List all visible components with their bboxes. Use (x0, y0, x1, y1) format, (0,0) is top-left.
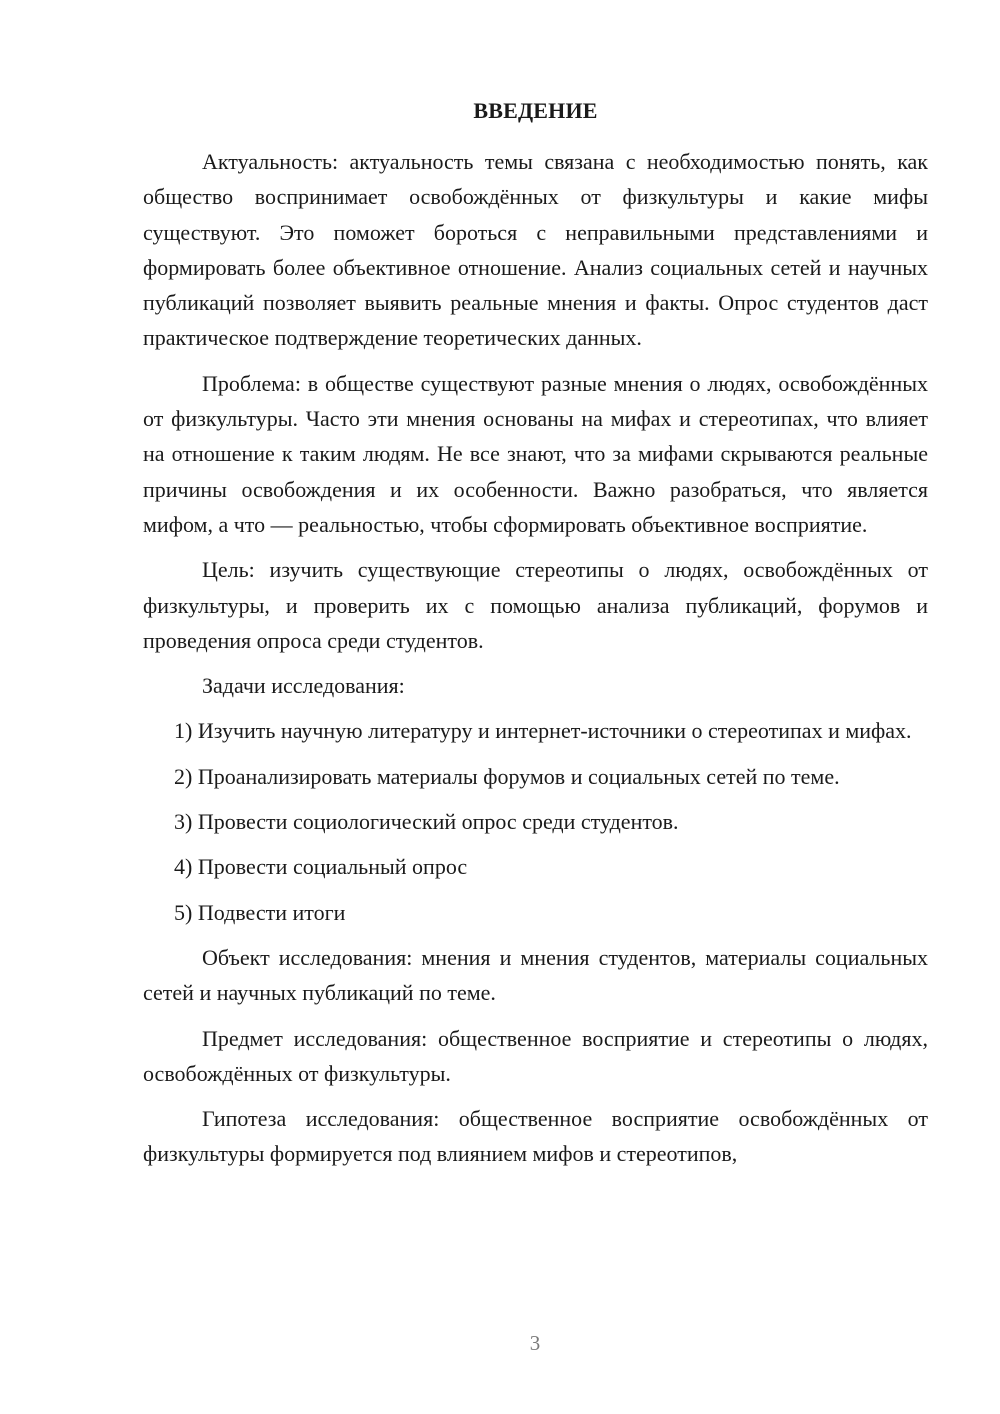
list-item: 1) Изучить научную литературу и интернет-источники о стереотипах и мифах. (174, 718, 912, 744)
list-item: 4) Провести социальный опрос (174, 854, 468, 880)
page-number: 3 (529, 1331, 541, 1355)
page-title: ВВЕДЕНИЕ (473, 98, 598, 123)
paragraph-hypothesis: Гипотеза исследования: общественное восприятие освобождённых от физкультуры формируется под влиянием мифов и стереотипов, (143, 1106, 928, 1167)
tasks-heading: Задачи исследования: (202, 673, 405, 699)
tasks-list (143, 713, 928, 929)
paragraph-relevance: Актуальность: актуальность темы связана с необходимостью понять, как общество воспринимает освобождённых от физкультуры и какие мифы существуют. Это поможет бороться с неправильными представлениями и формировать более объективное отношение. Анализ социальных сетей и научных публикаций позволяет выявить реальные мнения и факты. Опрос студентов даст практическое подтверждение теоретических данных. (143, 149, 928, 351)
list-item: 3) Провести социологический опрос среди студентов. (174, 809, 679, 835)
list-item: 5) Подвести итоги (174, 899, 346, 925)
paragraph-problem: Проблема: в обществе существуют разные мнения о людях, освобождённых от физкультуры. Часто эти мнения основаны на мифах и стереотипах, что влияет на отношение к таким людям. Не все знают, что за мифами скрываются реальные причины освобождения и их особенности. Важно разобраться, что является мифом, а что — реальностью, чтобы сформировать объективное восприятие. (143, 370, 928, 537)
list-item: 2) Проанализировать материалы форумов и социальных сетей по теме. (174, 763, 840, 789)
paragraph-subject: Предмет исследования: общественное восприятие и стереотипы о людях, освобождённых от физкультуры. (143, 1025, 928, 1086)
paragraph-object: Объект исследования: мнения и мнения студентов, материалы социальных сетей и научных публикаций по теме. (143, 944, 928, 1006)
page-content (143, 96, 928, 1182)
paragraph-goal: Цель: изучить существующие стереотипы о людях, освобождённых от физкультуры, и проверить их с помощью анализа публикаций, форумов и проведения опроса среди студентов. (143, 557, 928, 653)
